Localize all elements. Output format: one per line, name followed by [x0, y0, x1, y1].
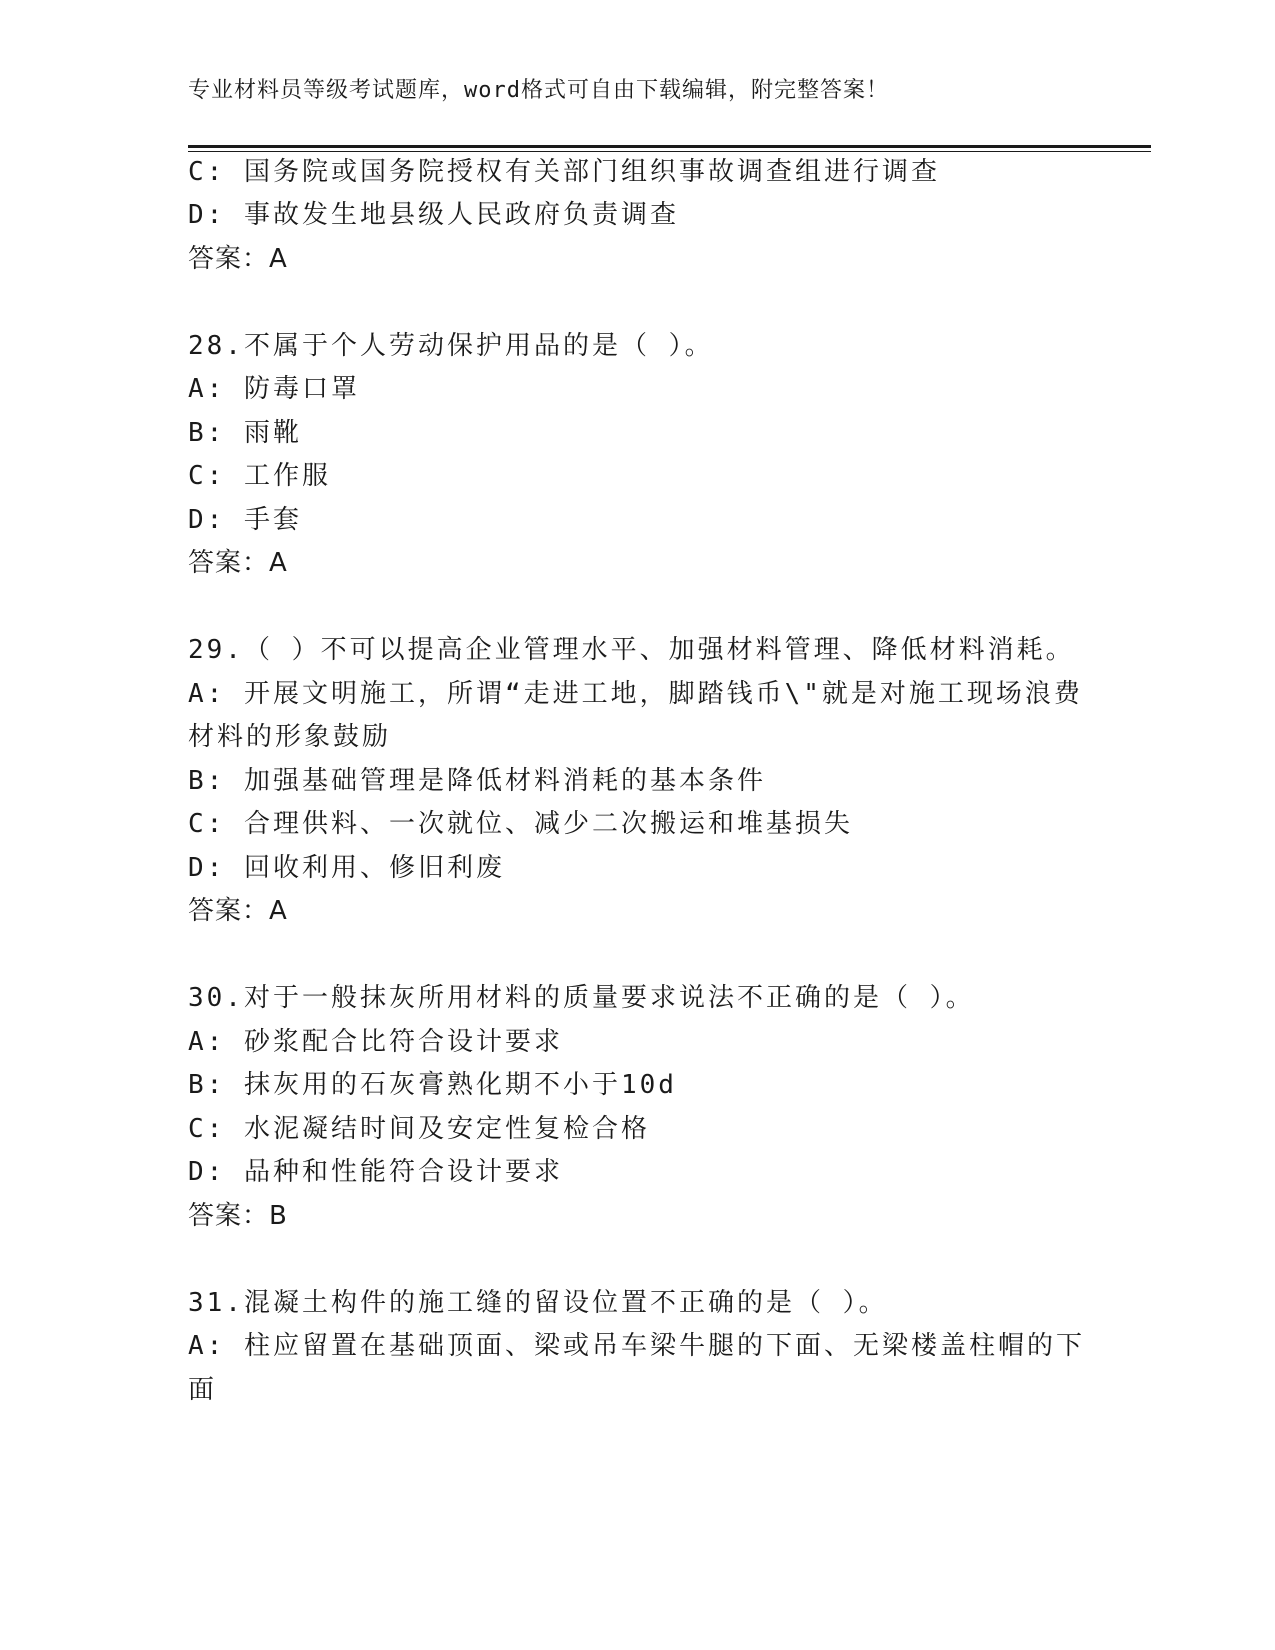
option-c: C: 工作服 — [188, 461, 331, 491]
option-c: C: 合理供料、一次就位、减少二次搬运和堆基损失 — [188, 809, 853, 839]
answer: 答案：A — [188, 548, 288, 578]
option-a: A: 防毒口罩 — [188, 374, 360, 404]
option-d: D: 手套 — [188, 505, 302, 535]
option-a: A: 柱应留置在基础顶面、梁或吊车梁牛腿的下面、无梁楼盖柱帽的下 — [188, 1331, 1085, 1361]
option-a-continuation: 材料的形象鼓励 — [188, 722, 392, 752]
option-a: A: 开展文明施工，所谓“走进工地，脚踏钱币\"就是对施工现场浪费 — [188, 679, 1083, 709]
option-c: C: 国务院或国务院授权有关部门组织事故调查组进行调查 — [188, 157, 940, 187]
page-header: 专业材料员等级考试题库，word格式可自由下载编辑，附完整答案！ — [188, 78, 889, 103]
answer: 答案：B — [188, 1201, 288, 1231]
question-28: 28.不属于个人劳动保护用品的是（ ）。 — [188, 331, 714, 361]
question-30: 30.对于一般抹灰所用材料的质量要求说法不正确的是（ ）。 — [188, 983, 975, 1013]
option-b: B: 加强基础管理是降低材料消耗的基本条件 — [188, 766, 766, 796]
option-c: C: 水泥凝结时间及安定性复检合格 — [188, 1114, 650, 1144]
answer: 答案：A — [188, 896, 288, 926]
header-divider-thin — [188, 151, 1151, 152]
option-d: D: 品种和性能符合设计要求 — [188, 1157, 563, 1187]
option-d: D: 回收利用、修旧利废 — [188, 853, 505, 883]
question-31: 31.混凝土构件的施工缝的留设位置不正确的是（ ）。 — [188, 1288, 888, 1318]
option-b: B: 抹灰用的石灰膏熟化期不小于10d — [188, 1070, 677, 1100]
header-divider-thick — [188, 145, 1151, 148]
answer: 答案：A — [188, 244, 288, 274]
option-a-continuation: 面 — [188, 1375, 218, 1405]
question-29: 29.（ ）不可以提高企业管理水平、加强材料管理、降低材料消耗。 — [188, 635, 1075, 665]
option-d: D: 事故发生地县级人民政府负责调查 — [188, 200, 679, 230]
option-b: B: 雨靴 — [188, 418, 302, 448]
option-a: A: 砂浆配合比符合设计要求 — [188, 1027, 563, 1057]
